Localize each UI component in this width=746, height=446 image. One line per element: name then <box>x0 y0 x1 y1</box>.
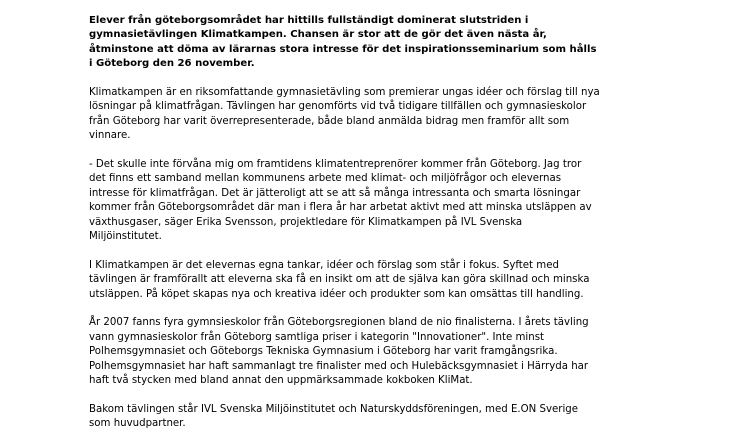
text-line: växthusgaser, säger Erika Svensson, projektledare för Klimatkampen på IVL Svenska <box>89 216 523 228</box>
text-line: utsläppen. På köpet skapas nya och kreativa idéer och produkter som kan omsättas till handling. <box>89 288 584 300</box>
text-line: vinnare. <box>89 130 131 142</box>
text-line: det finns ett samband mellan kommunens arbete med klimat- och miljöfrågor och elevernas <box>89 173 562 185</box>
paragraph-intro <box>89 86 689 144</box>
text-line: Miljöinstitutet. <box>89 231 162 243</box>
paragraph-quote <box>89 158 689 244</box>
text-line: haft två stycken med bland annat den uppmärksammade kokboken KliMat. <box>89 375 473 387</box>
text-line: Bakom tävlingen står IVL Svenska Miljöinstitutet och Naturskyddsföreningen, med E.ON Sverige <box>89 403 579 415</box>
paragraph-organizers <box>89 403 689 432</box>
text-line: lösningar på klimatfrågan. Tävlingen har genomförts vid två tidigare tillfällen och gymnasieskolor <box>89 101 587 113</box>
text-line: gymnasietävlingen Klimatkampen. Chansen är stor att de gör det även nästa år, <box>89 29 547 41</box>
text-line: - Det skulle inte förvåna mig om framtidens klimatentreprenörer kommer från Göteborg. Jag tror <box>89 159 582 171</box>
lead-paragraph <box>89 14 689 72</box>
text-line: Klimatkampen är en riksomfattande gymnasietävling som premierar ungas idéer och förslag till nya <box>89 87 600 99</box>
text-line: I Klimatkampen är det elevernas egna tankar, idéer och förslag som står i fokus. Syftet med <box>89 259 559 271</box>
paragraph-history <box>89 316 689 388</box>
text-line: i Göteborg den 26 november. <box>89 58 255 70</box>
text-line: tävlingen är framförallt att eleverna ska få en insikt om att de själva kan göra skillnad och minska <box>89 274 590 286</box>
text-line: åtminstone att döma av lärarnas stora intresse för det inspirationsseminarium som hålls <box>89 43 597 55</box>
text-line: Polhemsgymnasiet har haft sammanlagt tre finalister med och Hulebäcksgymnasiet i Härryda har <box>89 360 589 372</box>
text-line: kommer från Göteborgsområdet där man i flera år har arbetat aktivt med att minska utsläppen av <box>89 202 592 214</box>
text-line: Polhemsgymnasiet och Göteborgs Tekniska Gymnasium i Göteborg har varit framgångsrika. <box>89 346 558 358</box>
text-line: som huvudpartner. <box>89 418 186 430</box>
text-line: från Göteborg har varit överrepresenterade, både bland anmälda bidrag men framför allt som <box>89 115 570 127</box>
text-line: År 2007 fanns fyra gymnsieskolor från Göteborgsregionen bland de nio finalisterna. I årets tävling <box>89 317 589 329</box>
text-line: vann gymnasieskolor från Göteborg samtliga priser i kategorin "Innovationer". Inte minst <box>89 331 545 343</box>
text-line: Elever från göteborgsområdet har hittills fullständigt dominerat slutstriden i <box>89 15 529 26</box>
document-body <box>89 14 689 446</box>
text-line: intresse för klimatfrågan. Det är jätteroligt att se att så många intressanta och smarta lösningar <box>89 187 581 199</box>
paragraph-focus <box>89 259 689 302</box>
